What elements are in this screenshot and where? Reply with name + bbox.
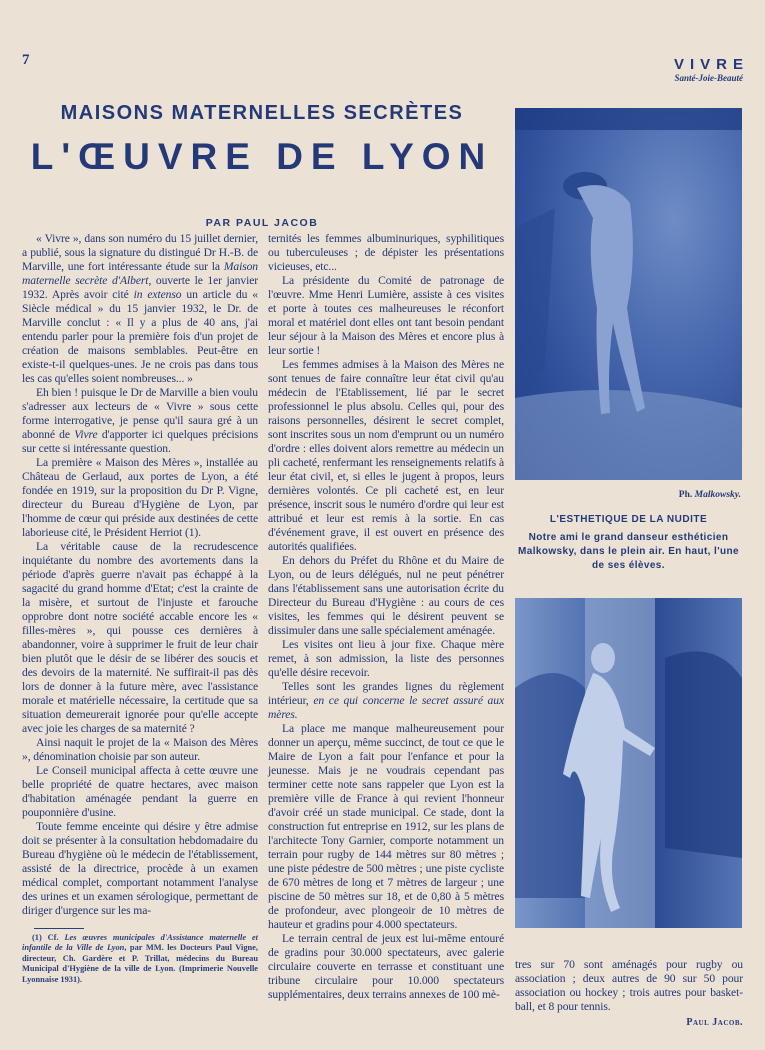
text-column-1 (22, 232, 258, 918)
photo-dancer-on-rocks (515, 108, 742, 480)
paragraph (515, 958, 743, 1014)
paragraph (22, 736, 258, 764)
text-run: , ouverte le 1er janvier 1932. Après avoir cité (22, 274, 258, 301)
italic-text: Maison maternelle secrète d'Albert (22, 260, 258, 287)
magazine-name: VIVRE (673, 56, 749, 73)
text-run: d'apporter ici quelques précisions sur cette si intéressante question. (22, 428, 258, 455)
left-column-stack (22, 232, 258, 985)
paragraph (22, 820, 258, 918)
magazine-header (673, 56, 749, 83)
photo-credit-name: Malkowsky. (694, 490, 741, 500)
photo-dancer-by-tree (515, 598, 742, 928)
footnote-divider (34, 928, 84, 929)
text-run: un article du « Siècle médical » du 15 janvier 1932, le Dr. de Marville conclut : « Il y a plus de 40 ans, j'ai entendu parler pour la première fois d'un projet de création de maisons semblables. Peut-être en existe-t-il quelques-unes. Je ne crois pas dans tous les cas qu'elles soient nombreuses... » (22, 288, 259, 385)
italic-text: in extenso (133, 288, 182, 301)
paragraph (268, 274, 504, 358)
paragraph (268, 638, 504, 680)
text-run: Eh bien ! puisque le Dr de Marville a bien voulu s'adresser aux lecteurs de « Vivre » sous cette forme interrogative, je pense qu'il saura gré à un abonné de (22, 386, 258, 441)
text-run: , par MM. les Docteurs Paul Vigne, directeur, Ch. Gardère et P. Trillat, médecins du Bureau Municipal d'Hygiène de la ville de Lyon. (Imprimerie Nouvelle Lyonnaise 1931). (22, 943, 258, 984)
text-run: « Vivre », dans son numéro du 15 juillet dernier, a publié, sous la signature du distingué Dr H.-B. de Marville, une fort intéressante étude sur la (22, 232, 258, 273)
paragraph (268, 554, 504, 638)
text-run: Les femmes admises à la Maison des Mères ne sont tenues de faire connaître leur état civil qu'au médecin de l'Etablissement, lié par le secret professionnel le plus absolu. Celles qui, pour des raisons personnelles, désirent le secret complet, sont inscrites sous un nom d'emprunt ou un numéro d'ordre : elles doivent alors remettre au médecin un pli cacheté, renfermant les renseignements relatifs à leur état civil, et, si elles le jugent à propos, leurs dernières volontés. Ce pli cacheté est, en leur présence, inscrit sous le numéro d'ordre qui leur est attribué et leur est remis à la sortie. En cas d'événement grave, il est ouvert en présence des autorités qualifiées. (268, 358, 504, 553)
text-run: La place me manque malheureusement pour donner un aperçu, même succinct, de tout ce que le Maire de Lyon a fait pour l'enfance et pour la jeunesse. Mais je ne voudrais cependant pas terminer cette note sans rappeler que Lyon est la première ville de France à qui revient l'honneur d'avoir créé un stade municipal. Ce stade, dont la construction fut entreprise en 1912, sur les plans de l'architecte Tony Garnier, comporte notamment un terrain pour rugby de 144 mètres sur 80 mètres ; une piste pédestre de 500 mètres ; une piste cycliste de 670 mètres de long et 7 mètres de largeur ; une piscine de 50 mètres sur 18, et de 0,80 à 5 mètres de profondeur, avec plongeoir de 10 mètres de hauteur et gradins pour 4.000 spectateurs. (268, 722, 504, 931)
paragraph (268, 680, 504, 722)
text-run: Le Conseil municipal affecta à cette œuvre une belle propriété de quatre hectares, avec maison d'habitation aménagée pendant la guerre en pouponnière d'usine. (22, 764, 258, 819)
text-run: La première « Maison des Mères », installée au Château de Gerlaud, aux portes de Lyon, a été fondée en 1919, sur la proposition du Dr P. Vigne, directeur du Bureau d'Hygiène de Lyon, par l'homme de cœur qui préside aux destinées de cette laborieuse cité, le Président Herriot (1). (22, 456, 258, 539)
photo-caption-text: Notre ami le grand danseur esthéticien Malkowsky, dans le plein air. En haut, l'une de ses élèves. (518, 532, 739, 571)
article-kicker: MAISONS MATERNELLES SECRÈTES (60, 102, 464, 124)
text-column-2 (268, 232, 504, 1002)
text-run: tres sur 70 sont aménagés pour rugby ou association ; deux autres de 90 sur 50 pour association ou hockey ; trois autres pour basket-ball, et 8 pour tennis. (515, 958, 743, 1013)
photo-figure-illustration (515, 108, 742, 480)
text-run: Telles sont les grandes lignes du règlement intérieur, (268, 680, 504, 707)
photo-figure-illustration (515, 598, 742, 928)
text-run: En dehors du Préfet du Rhône et du Maire de Lyon, ou de leurs délégués, nul ne peut pénétrer dans l'établissement sans une autorisation écrite du Directeur du Bureau d'Hygiène : au cours de ces visites, les femmes qui le désirent peuvent se dissimuler dans une salle spécialement aménagée. (268, 554, 504, 637)
text-run: Ainsi naquit le projet de la « Maison des Mères », dénomination choisie par son auteur. (22, 736, 258, 763)
text-run: (1) Cf. (32, 933, 65, 942)
paragraph (22, 232, 258, 386)
paragraph (268, 722, 504, 932)
text-column-3 (515, 958, 743, 1014)
photo-credit-prefix: Ph. (678, 490, 693, 500)
page-number: 7 (22, 52, 30, 68)
paragraph (268, 232, 504, 274)
article-signature: Paul Jacob. (686, 1017, 743, 1028)
text-run: ternités les femmes albuminuriques, syphilitiques ou tuberculeuses ; de dépister les présentations vicieuses, etc... (268, 232, 504, 273)
paragraph (268, 932, 504, 1002)
footnote (22, 933, 258, 985)
text-run: Toute femme enceinte qui désire y être admise doit se présenter à la consultation hebdomadaire du Bureau d'hygiène où le médecin de l'établissement, assisté de la directrice, procède à un examen médical complet, comportant notamment l'analyse des urines et un examen sérologique, permettant de diriger d'urgence sur les ma- (22, 820, 258, 917)
right-column-stack (515, 958, 743, 1028)
paragraph (22, 764, 258, 820)
paragraph (22, 386, 258, 456)
paragraph (268, 358, 504, 554)
italic-text: Les œuvres municipales d'Assistance maternelle et infantile de la Ville de Lyon (22, 933, 258, 953)
text-run: Le terrain central de jeux est lui-même entouré de gradins pour 30.000 spectateurs, avec galerie circulaire couverte en terrasse et constituant une tribune circulaire pour 10.000 spectateurs supplémentaires, deux terrains annexes de 100 mè- (268, 932, 504, 1001)
italic-text: en ce qui concerne le secret assuré aux mères. (268, 694, 504, 721)
paragraph (22, 540, 258, 736)
paragraph (22, 456, 258, 540)
italic-text: Vivre (74, 428, 98, 441)
text-run: La présidente du Comité de patronage de l'œuvre. Mme Henri Lumière, assiste à ces visites et porte à toutes ces malheureuses le réconfort moral et matériel dont elles ont tant besoin pendant leur séjour à la Maison des Mères et encore plus à leur sortie ! (268, 274, 504, 357)
article-title: L'ŒUVRE DE LYON (30, 136, 494, 177)
article-byline: PAR PAUL JACOB (205, 217, 319, 229)
photo-credit (679, 490, 741, 500)
photo-caption-title: L'ESTHETIQUE DE LA NUDITE (549, 514, 708, 525)
text-run: Les visites ont lieu à jour fixe. Chaque mère remet, à son admission, la liste des personnes qu'elle désire recevoir. (268, 638, 504, 679)
text-run: La véritable cause de la recrudescence inquiétante du nombre des avortements dans la période d'après guerre n'avait pas échappé à la sagacité du grand homme d'Etat; c'est la crainte de la misère, et surtout de l'injuste et farouche opprobre dont notre société accable encore les « filles-mères », qui pousse ces dernières à abandonner, voire à supprimer le fruit de leur chair bien plutôt que le désir de se libérer des soucis et des devoirs de la maternité. Ne suffirait-il pas dès lors de donner à la future mère, avec l'assistance morale et matérielle nécessaire, la certitude que sa situation demeurerait ignorée pour qu'elle accepte avec joie les charges de sa maternité ? (22, 540, 258, 735)
magazine-tagline: Santé-Joie-Beauté (674, 73, 743, 83)
